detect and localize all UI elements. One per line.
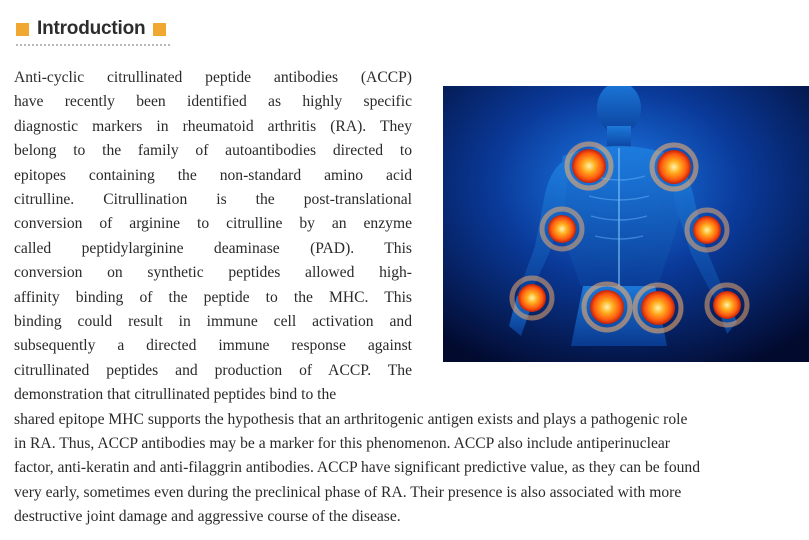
text-line: citrullinated peptides and production of ACCP. The bbox=[14, 361, 412, 379]
text-line: factor, anti-keratin and anti-filaggrin antibodies. ACCP have significant predictive value, as they can be found bbox=[14, 459, 701, 477]
text-line: citrulline. Citrullination is the post-translational bbox=[14, 190, 412, 208]
text-line: destructive joint damage and aggressive course of the disease. bbox=[14, 507, 401, 525]
text-line: very early, sometimes even during the preclinical phase of RA. Their presence is also associated with more bbox=[14, 483, 682, 501]
section-title: Introduction bbox=[37, 18, 146, 39]
text-line: called peptidylarginine deaminase (PAD). This bbox=[14, 239, 412, 257]
heading-marker-right bbox=[153, 23, 166, 36]
body-paragraph-full-width bbox=[14, 408, 809, 529]
heading-marker-left bbox=[16, 23, 29, 36]
text-line: binding could result in immune cell activation and bbox=[14, 312, 412, 330]
text-line: in RA. Thus, ACCP antibodies may be a marker for this phenomenon. ACCP also include antiperinuclear bbox=[14, 435, 670, 453]
text-line: subsequently a directed immune response against bbox=[14, 337, 412, 355]
text-line: demonstration that citrullinated peptides bind to the bbox=[14, 386, 337, 404]
text-line: conversion on synthetic peptides allowed high- bbox=[14, 264, 412, 282]
joint-pain-illustration bbox=[443, 86, 809, 362]
text-line: diagnostic markers in rheumatoid arthritis (RA). They bbox=[14, 117, 412, 135]
text-line: conversion of arginine to citrulline by an enzyme bbox=[14, 215, 412, 233]
body-paragraph-column bbox=[14, 66, 412, 407]
section-heading bbox=[16, 14, 170, 46]
text-line: Anti-cyclic citrullinated peptide antibodies (ACCP) bbox=[14, 69, 412, 86]
text-line: affinity binding of the peptide to the MHC. This bbox=[14, 288, 412, 306]
text-line: shared epitope MHC supports the hypothesis that an arthritogenic antigen exists and plays a pathogenic role bbox=[14, 411, 688, 428]
text-line: belong to the family of autoantibodies directed to bbox=[14, 142, 412, 160]
text-line: epitopes containing the non-standard amino acid bbox=[14, 166, 412, 184]
text-line: have recently been identified as highly specific bbox=[14, 93, 412, 111]
